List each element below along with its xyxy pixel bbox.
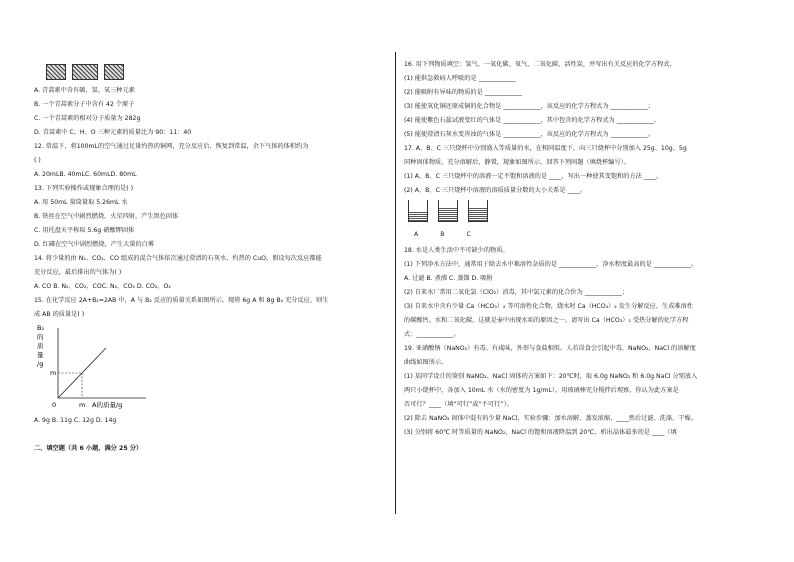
graph-y-label-4: 量	[37, 351, 44, 359]
beaker-label-c: C	[466, 231, 471, 238]
question-18	[404, 244, 760, 342]
beaker-c	[468, 200, 488, 222]
q11-option: B. 一个青蒿素分子中含有 42 个原子	[34, 101, 135, 108]
question-12	[34, 140, 386, 182]
q11-option: A. 青蒿素中含有碳、氢、氧三种元素	[34, 87, 135, 94]
right-column	[404, 52, 760, 440]
beaker-label-b: B	[440, 231, 445, 238]
q14-line: 14. 将少量的由 N₂、CO₂、CO 组成的混合气体依次通过澄清的石灰水、灼热的 CuO，假设每次反应都能	[34, 255, 322, 262]
q18-line: 的碳酸钙、水和二氧化碳，这就是壶中出现水垢的原因之一。请写出 Ca（HCO₃）₂ 受热分解的化学方程	[404, 317, 689, 324]
question-14	[34, 252, 386, 294]
q15-line: 成 AB 的质量是( )	[34, 311, 85, 318]
q13-line: A. 用 50mL 量筒量取 5.26mL 水	[34, 199, 128, 206]
graph-y-label-3: 质	[37, 342, 44, 350]
question-13	[34, 182, 386, 252]
graph-x-label: A的质量/g	[92, 401, 123, 409]
q18-line: A. 过滤 B. 煮沸 C. 蒸馏 D. 吸附	[404, 275, 493, 282]
beaker-label-a: A	[414, 231, 419, 238]
q19-line: 两只小烧杯中，各加入 10mL 水（水的密度为 1g/mL），用玻璃棒充分搅拌后观察，你认为此方案是	[404, 387, 679, 394]
q12-line: ( )	[34, 157, 41, 164]
beaker-labels	[414, 230, 760, 240]
q18-line: (1) 下列净水方法中，通常用于除去水中难溶性杂质的是 ____________，净水程度最高的是 ____________。	[404, 261, 698, 268]
q17-line: 同种固体物质，充分溶解后，静置，现象如图所示，回答下列问题（填烧杯编号）。	[404, 159, 630, 166]
illustration-image-1	[46, 64, 66, 80]
q16-line: (5) 能使澄清石灰水变浑浊的气体是 ____________，该反应的化学方程式为 ____________。	[404, 131, 654, 138]
illustration-image-3	[104, 64, 124, 80]
q16-line: 16. 用下列物质填空：氢气、一氧化碳、氧气、二氧化碳、活性炭，并写出有关反应的化学方程式。	[404, 61, 676, 68]
q16-line: (1) 能供急救病人呼吸的是 ____________	[404, 75, 516, 82]
q19-line: (1) 某同学设计的鉴别 NaNO₂、NaCl 固体的方案如下：20℃时，取 6.0g NaNO₂ 和 6.0g NaCl 分别放入	[404, 373, 698, 380]
beaker-b	[438, 200, 458, 222]
graph-y-label-2: 的	[37, 333, 44, 341]
graph-x-tick: m	[79, 401, 86, 409]
q19-line: 否可行？____（填“可行”或“不可行”）。	[404, 401, 513, 408]
left-column	[34, 52, 386, 456]
graph-y-label-1: B₂	[37, 324, 45, 332]
q17-line: (2) A、B、C 三只烧杯中溶液的溶质质量分数的大小关系是 ____。	[404, 187, 587, 194]
q14-line: A. CO B. N₂、CO₂、COC. N₂、CO₂ D. CO₂、O₂	[34, 283, 171, 290]
column-divider	[395, 52, 396, 514]
q17-line: 17. A、B、C 三只烧杯中分别盛入等质量的水，在相同温度下，向三只烧杯中分别加入 25g、10g、5g	[404, 145, 687, 152]
q18-line: 式：____________。	[404, 331, 460, 338]
beaker-figure	[408, 200, 760, 230]
q11-option: D. 青蒿素中 C、H、O 三种元素的质量比为 90：11：40	[34, 129, 192, 136]
section-title: 二、填空题（共 6 小题，满分 25 分）	[34, 445, 143, 452]
mass-relation-graph	[34, 322, 154, 410]
q18-line: (3) 自来水中含有少量 Ca（HCO₃）₂ 等可溶性化合物，烧水时 Ca（HCO₃）₂ 发生分解反应，生成难溶性	[404, 303, 693, 310]
q16-line: (2) 能吸附有异味的物质的是 ____________	[404, 89, 522, 96]
q14-line: 充分反应，最后排出的气体为( )	[34, 269, 122, 276]
q11-option: C. 一个青蒿素的相对分子质量为 282g	[34, 115, 141, 122]
graph-y-label-5: /g	[37, 360, 44, 368]
q19-line: 曲线如图所示。	[404, 359, 448, 366]
q11-options	[34, 84, 386, 140]
q13-line: 13. 下列实验操作或现象合理的是( )	[34, 185, 134, 192]
molecule-images	[46, 64, 386, 80]
q19-line: (3) 分别将 60℃ 时等质量的 NaNO₂、NaCl 的饱和溶液降温到 20℃，析出晶体最多的是 ____（填	[404, 429, 677, 436]
q16-line: (4) 能使紫色石蕊试液变红的气体是 ____________，其中包含的化学方程式为 ____________。	[404, 117, 660, 124]
q13-line: C. 用托盘天平称取 5.6g 硝酸钾固体	[34, 227, 135, 234]
q12-line: A. 20mLB. 40mLC. 60mLD. 80mL	[34, 171, 137, 178]
graph-m-label: m	[50, 369, 57, 377]
question-15	[34, 294, 386, 322]
q19-line: (2) 除去 NaNO₂ 固体中混有的少量 NaCl，实验步骤：加水溶解、蒸发浓缩、____然后过滤、洗涤、干燥。	[404, 415, 697, 422]
q13-line: D. 红磷在空气中剧烈燃烧，产生大量的白雾	[34, 241, 155, 248]
q12-line: 12. 常温下，将100mL的空气通过足量灼热的铜网，充分反应后，恢复到常温，余下气体的体积约为	[34, 143, 309, 150]
q15-line: 15. 在化学反应 2A+B₂=2AB 中，A 与 B₂ 反应的质量关系如图所示，现将 6g A 和 8g B₂ 充分反应，则生	[34, 297, 329, 304]
q16-line: (3) 能使氧化铜还原成铜的化合物是 ____________，该反应的化学方程式为 ____________；	[404, 103, 654, 110]
q17-line: (1) A、B、C 三只烧杯中的溶液一定不饱和溶液的是 ____，写出一种使其变饱和的方法 ____。	[404, 173, 663, 180]
question-19	[404, 342, 760, 440]
q19-line: 19. 亚硝酸钠（NaNO₂）有毒、有咸味，外形与食盐相似。人若误食会引起中毒，NaNO₂、NaCl 的溶解度	[404, 345, 696, 352]
q18-line: 18. 水是人类生活中不可缺少的物质。	[404, 247, 509, 254]
beaker-a	[408, 200, 428, 222]
q13-line: B. 铁丝在空气中剧烈燃烧，火星四射，产生黑色固体	[34, 213, 179, 220]
question-17	[404, 142, 760, 198]
graph-origin-label: 0	[52, 401, 57, 409]
question-16	[404, 58, 760, 142]
illustration-image-2	[72, 64, 98, 80]
q18-line: (2) 自来水厂常用二氧化氯（ClO₂）消毒，其中氯元素的化合价为 ____________；	[404, 289, 629, 296]
q15-options: A. 9g B. 11g C. 12g D. 14g	[34, 417, 117, 424]
